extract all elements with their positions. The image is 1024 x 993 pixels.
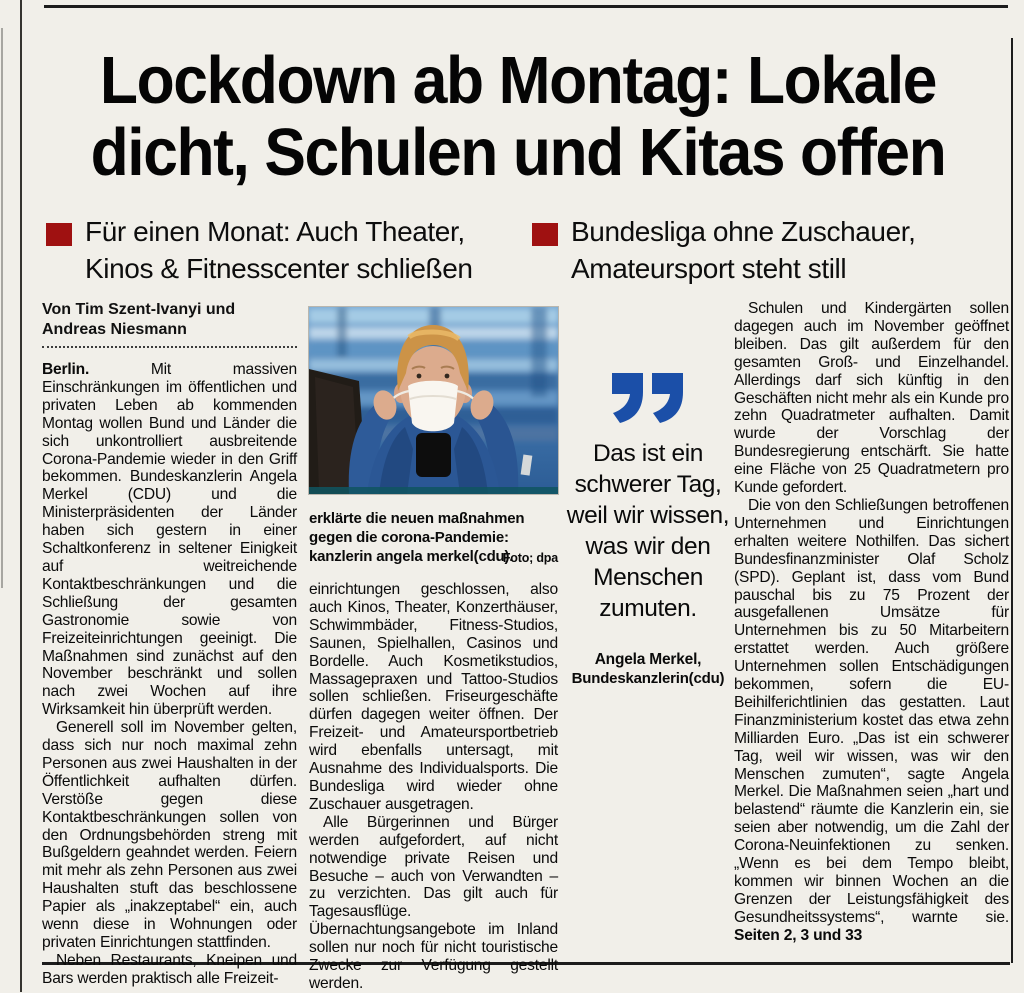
red-square-bullet: [46, 223, 72, 246]
photo-credit: Foto; dpa: [502, 551, 558, 565]
photo-caption-block: [309, 509, 558, 566]
paragraph: Alle Bürgerinnen und Bürger werden aufgefordert, auf nicht notwendige private Reisen und Besuche – auch von Verwandten – zu verzichten. Das gilt auch für Tagesausflüge. Übernachtungsangebote im Inland sollen nur noch für nicht touristische Zwecke zur Verfügung gestellt werden.: [309, 813, 558, 992]
right-column-rule: [1011, 38, 1013, 963]
dateline-lead-in: Berlin.: [42, 361, 90, 378]
article-column-2: [309, 300, 558, 993]
main-headline: [26, 45, 1010, 189]
merkel-photo-illustration: [309, 307, 558, 494]
page-reference: Seiten 2, 3 und 33: [734, 926, 863, 944]
paragraph: einrichtungen geschlossen, also auch Kinos, Theater, Konzerthäuser, Schwimmbäder, Fitness-Studios, Saunen, Spielhallen, Casinos und Bordelle. Auch Kosmetikstudios, Massagepraxen und Tattoo-Studios sollen schließen. Friseurgeschäfte dürfen dagegen weiter öffnen. Der Freizeit- und Amateursportbetrieb wird ebenfalls untersagt, mit Ausnahme des Individualsports. Die Bundesliga wird wieder ohne Zuschauer ausgetragen.: [309, 581, 558, 813]
headline-line-1: Lockdown ab Montag: Lokale: [99, 43, 937, 119]
paragraph: [734, 497, 1009, 945]
subhead-left: [46, 213, 514, 287]
paragraph: Neben Restaurants, Kneipen und Bars werden praktisch alle Freizeit-: [42, 951, 297, 987]
pullquote-name: Angela Merkel,: [594, 651, 702, 668]
left-page-edge-rule: [20, 0, 22, 992]
subhead-left-line-2: Kinos & Fitnesscenter schließen: [85, 253, 473, 284]
paragraph: Generell soll im November gelten, dass sich nur noch maximal zehn Personen aus zwei Haushalten in der Öffentlichkeit aufhalten dürfen. Verstöße gegen diese Kontaktbeschränkungen sollen von den Ordnungsbehörden streng mit Bußgeldern geahndet werden. Feiern mit mehr als zehn Personen aus zwei Haushalten stuft das beschlossene Papier als „inakzeptabel“ ein, auch wenn diese in Wohnungen oder privaten Einrichtungen stattfinden.: [42, 719, 297, 951]
subhead-right-line-2: Amateursport steht still: [571, 253, 847, 284]
pullquote-role: Bundeskanzlerin(cdu): [571, 670, 725, 687]
subhead-left-line-1: Für einen Monat: Auch Theater,: [85, 216, 465, 247]
byline-line-2: Andreas Niesmann: [42, 320, 187, 338]
pullquote-attribution: [566, 650, 730, 688]
subhead-right: [532, 213, 1010, 287]
byline-dotted-divider: [42, 346, 297, 348]
byline: [42, 300, 297, 339]
subhead-left-text: [85, 213, 473, 287]
pullquote-quote-icon: [610, 372, 686, 424]
photo-caption: erklärte die neuen maßnahmen gegen die corona-Pandemie: kanzlerin angela merkel(cdu).: [309, 510, 525, 565]
scan-edge-artifact: [1, 28, 3, 588]
paragraph-text: Mit massiven Einschränkungen im öffentlichen und privaten Leben ab kommenden Montag wollen Bund und Länder die sich unkontrolliert ausbreitende Corona-Pandemie wieder in den Griff bekommen. Bundeskanzlerin Angela Merkel (CDU) und die Ministerpräsidenten der Länder haben sich gestern in einer Schaltkonferenz in seltener Einigkeit auf weitreichende Kontaktbeschränkungen und die Schließung der gesamten Gastronomie sowie von Freizeiteinrichtungen geeinigt. Die Maßnahmen sind zunächst auf den November beschränkt und sollen nach zwei Wochen auf ihre Wirksamkeit hin überprüft werden.: [42, 361, 297, 719]
byline-line-1: Von Tim Szent-Ivanyi und: [42, 301, 236, 318]
pullquote-column: [566, 300, 730, 688]
red-square-bullet: [532, 223, 558, 246]
paragraph: [42, 361, 297, 719]
article-column-4: [734, 300, 1009, 945]
headline-line-2: dicht, Schulen und Kitas offen: [90, 115, 946, 191]
merkel-photo: [309, 307, 558, 494]
paragraph-text: Die von den Schließungen betroffenen Unternehmen und Einrichtungen erhalten weitere Nothilfen. Das sichert Bundesfinanzminister Olaf Scholz (SPD). Geplant ist, dass vom Bund pauschal bis zu 75 Prozent der ausgefallenen Umsätze für Unternehmen bis zu 50 Mitarbeitern erstattet werden. Auch größere Unternehmen sollen Entschädigungen bekommen, sofern die EU-Beihilferichtlinien das gestatten. Laut Finanzministerium kostet das etwa zehn Milliarden Euro. „Das ist ein schwerer Tag, weil wir wissen, was wir den Menschen zumuten“, sagte Angela Merkel. Die Maßnahmen seien „hart und belastend“ räumte die Kanzlerin ein, sie seien aber notwendig, um die Zahl der Corona-Neuinfektionen zu senken. „Wenn es bei dem Tempo bleibt, kommen wir binnen Wochen an die Grenzen der Leistungsfähigkeit des Gesundheitssystems“, warnte sie.: [734, 496, 1009, 926]
pullquote-text: Das ist ein schwerer Tag, weil wir wissen, was wir den Menschen zumuten.: [566, 440, 730, 622]
top-rule: [44, 5, 1008, 8]
paragraph: Schulen und Kindergärten sollen dagegen auch im November geöffnet bleiben. Das gilt außerdem für den gesamten Groß- und Einzelhandel. Allerdings darf sich künftig in den Geschäften nicht mehr als ein Kunde pro zehn Quadratmeter aufhalten. Damit wurde der Vorschlag der Bundesregierung entschärft. Sie hatte eine Fläche von 25 Quadratmetern pro Kunde gefordert.: [734, 300, 1009, 497]
article-column-1: [42, 300, 297, 988]
subhead-right-text: [571, 213, 916, 287]
subhead-right-line-1: Bundesliga ohne Zuschauer,: [571, 216, 916, 247]
